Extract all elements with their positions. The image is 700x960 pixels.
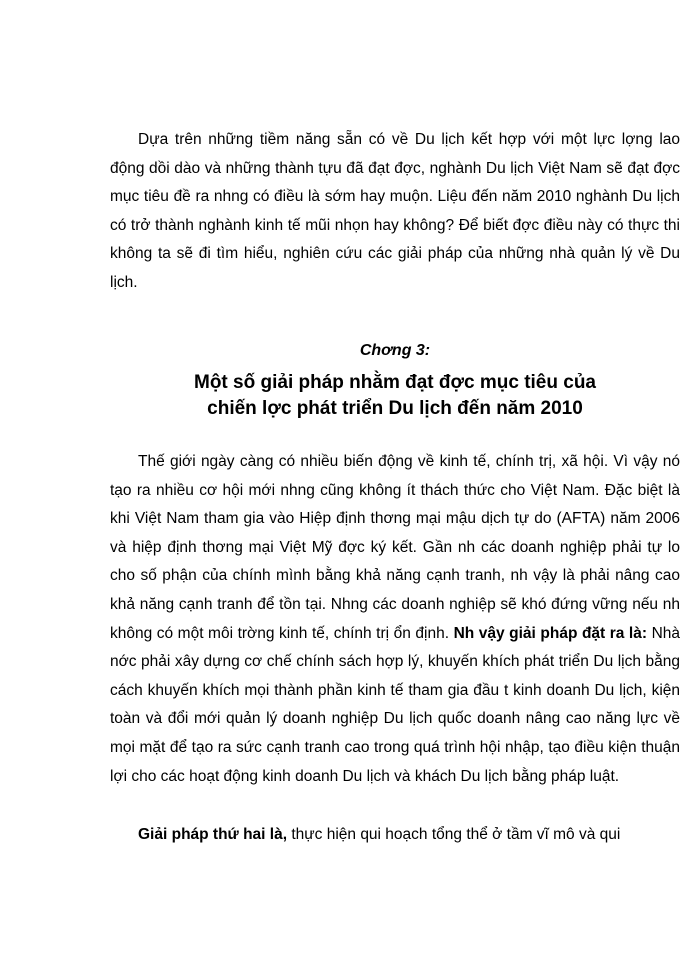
chapter-label: Chơng 3: [359,342,431,359]
intro-paragraph: Dựa trên những tiềm năng sẵn có về Du lịch kết hợp với một lực lợng lao động dồi dào và những thành tựu đã đạt đợc, nghành Du lịch Việt Nam sẽ đạt đợc mục tiêu đề ra nhng có điều là sớm hay muộn. Liệu đến năm 2010 nghành Du lịch có trở thành nghành kinh tế mũi nhọn hay không? Để biết đợc điều này có thực thi không ta sẽ đi tìm hiểu, nghiên cứu các giải pháp của những nhà quản lý về Du lịch. [110,131,680,291]
chapter-title-line-2: chiến lợc phát triển Du lịch đến năm 2010 [207,398,583,419]
chapter-title [110,370,680,422]
body-paragraph-part-2: Nhà nớc phải xây dựng cơ chế chính sách hợp lý, khuyến khích phát triển Du lịch bằng cách khuyến khích mọi thành phần kinh tế tham gia đầu t kinh doanh Du lịch, kiện toàn và đổi mới quản lý doanh nghiệp Du lịch quốc doanh nâng cao năng lực về mọi mặt để tạo ra sức cạnh tranh cao trong quá trình hội nhập, tạo điều kiện thuận lợi cho các hoạt động kinh doanh Du lịch và khách Du lịch bằng pháp luật. [110,624,681,785]
body-paragraph-bold: Nh vậy giải pháp đặt ra là: [453,624,648,642]
body-paragraph-part-1: Thế giới ngày càng có nhiều biến động về kinh tế, chính trị, xã hội. Vì vậy nó tạo ra nhiều cơ hội mới nhng cũng không ít thách thức cho Việt Nam. Đặc biệt là khi Việt Nam tham gia vào Hiệp định thơng mại mậu dịch tự do (AFTA) năm 2006 và hiệp định thơng mại Việt Mỹ đợc ký kết. Gần nh các doanh nghiệp phải tự lo cho số phận của chính mình bằng khả năng cạnh tranh, nh vậy là phải nâng cao khả năng cạnh tranh để tồn tại. Nhng các doanh nghiệp sẽ khó đứng vững nếu nh không có một môi trờng kinh tế, chính trị ổn định. [110,453,680,642]
chapter-title-line-1: Một số giải pháp nhằm đạt đợc mục tiêu của [194,372,596,393]
second-solution-paragraph [110,821,680,850]
body-paragraph [110,448,680,791]
second-solution-bold: Giải pháp thứ hai là, [138,826,288,843]
second-solution-text: thực hiện qui hoạch tổng thể ở tầm vĩ mô và qui [291,826,621,843]
